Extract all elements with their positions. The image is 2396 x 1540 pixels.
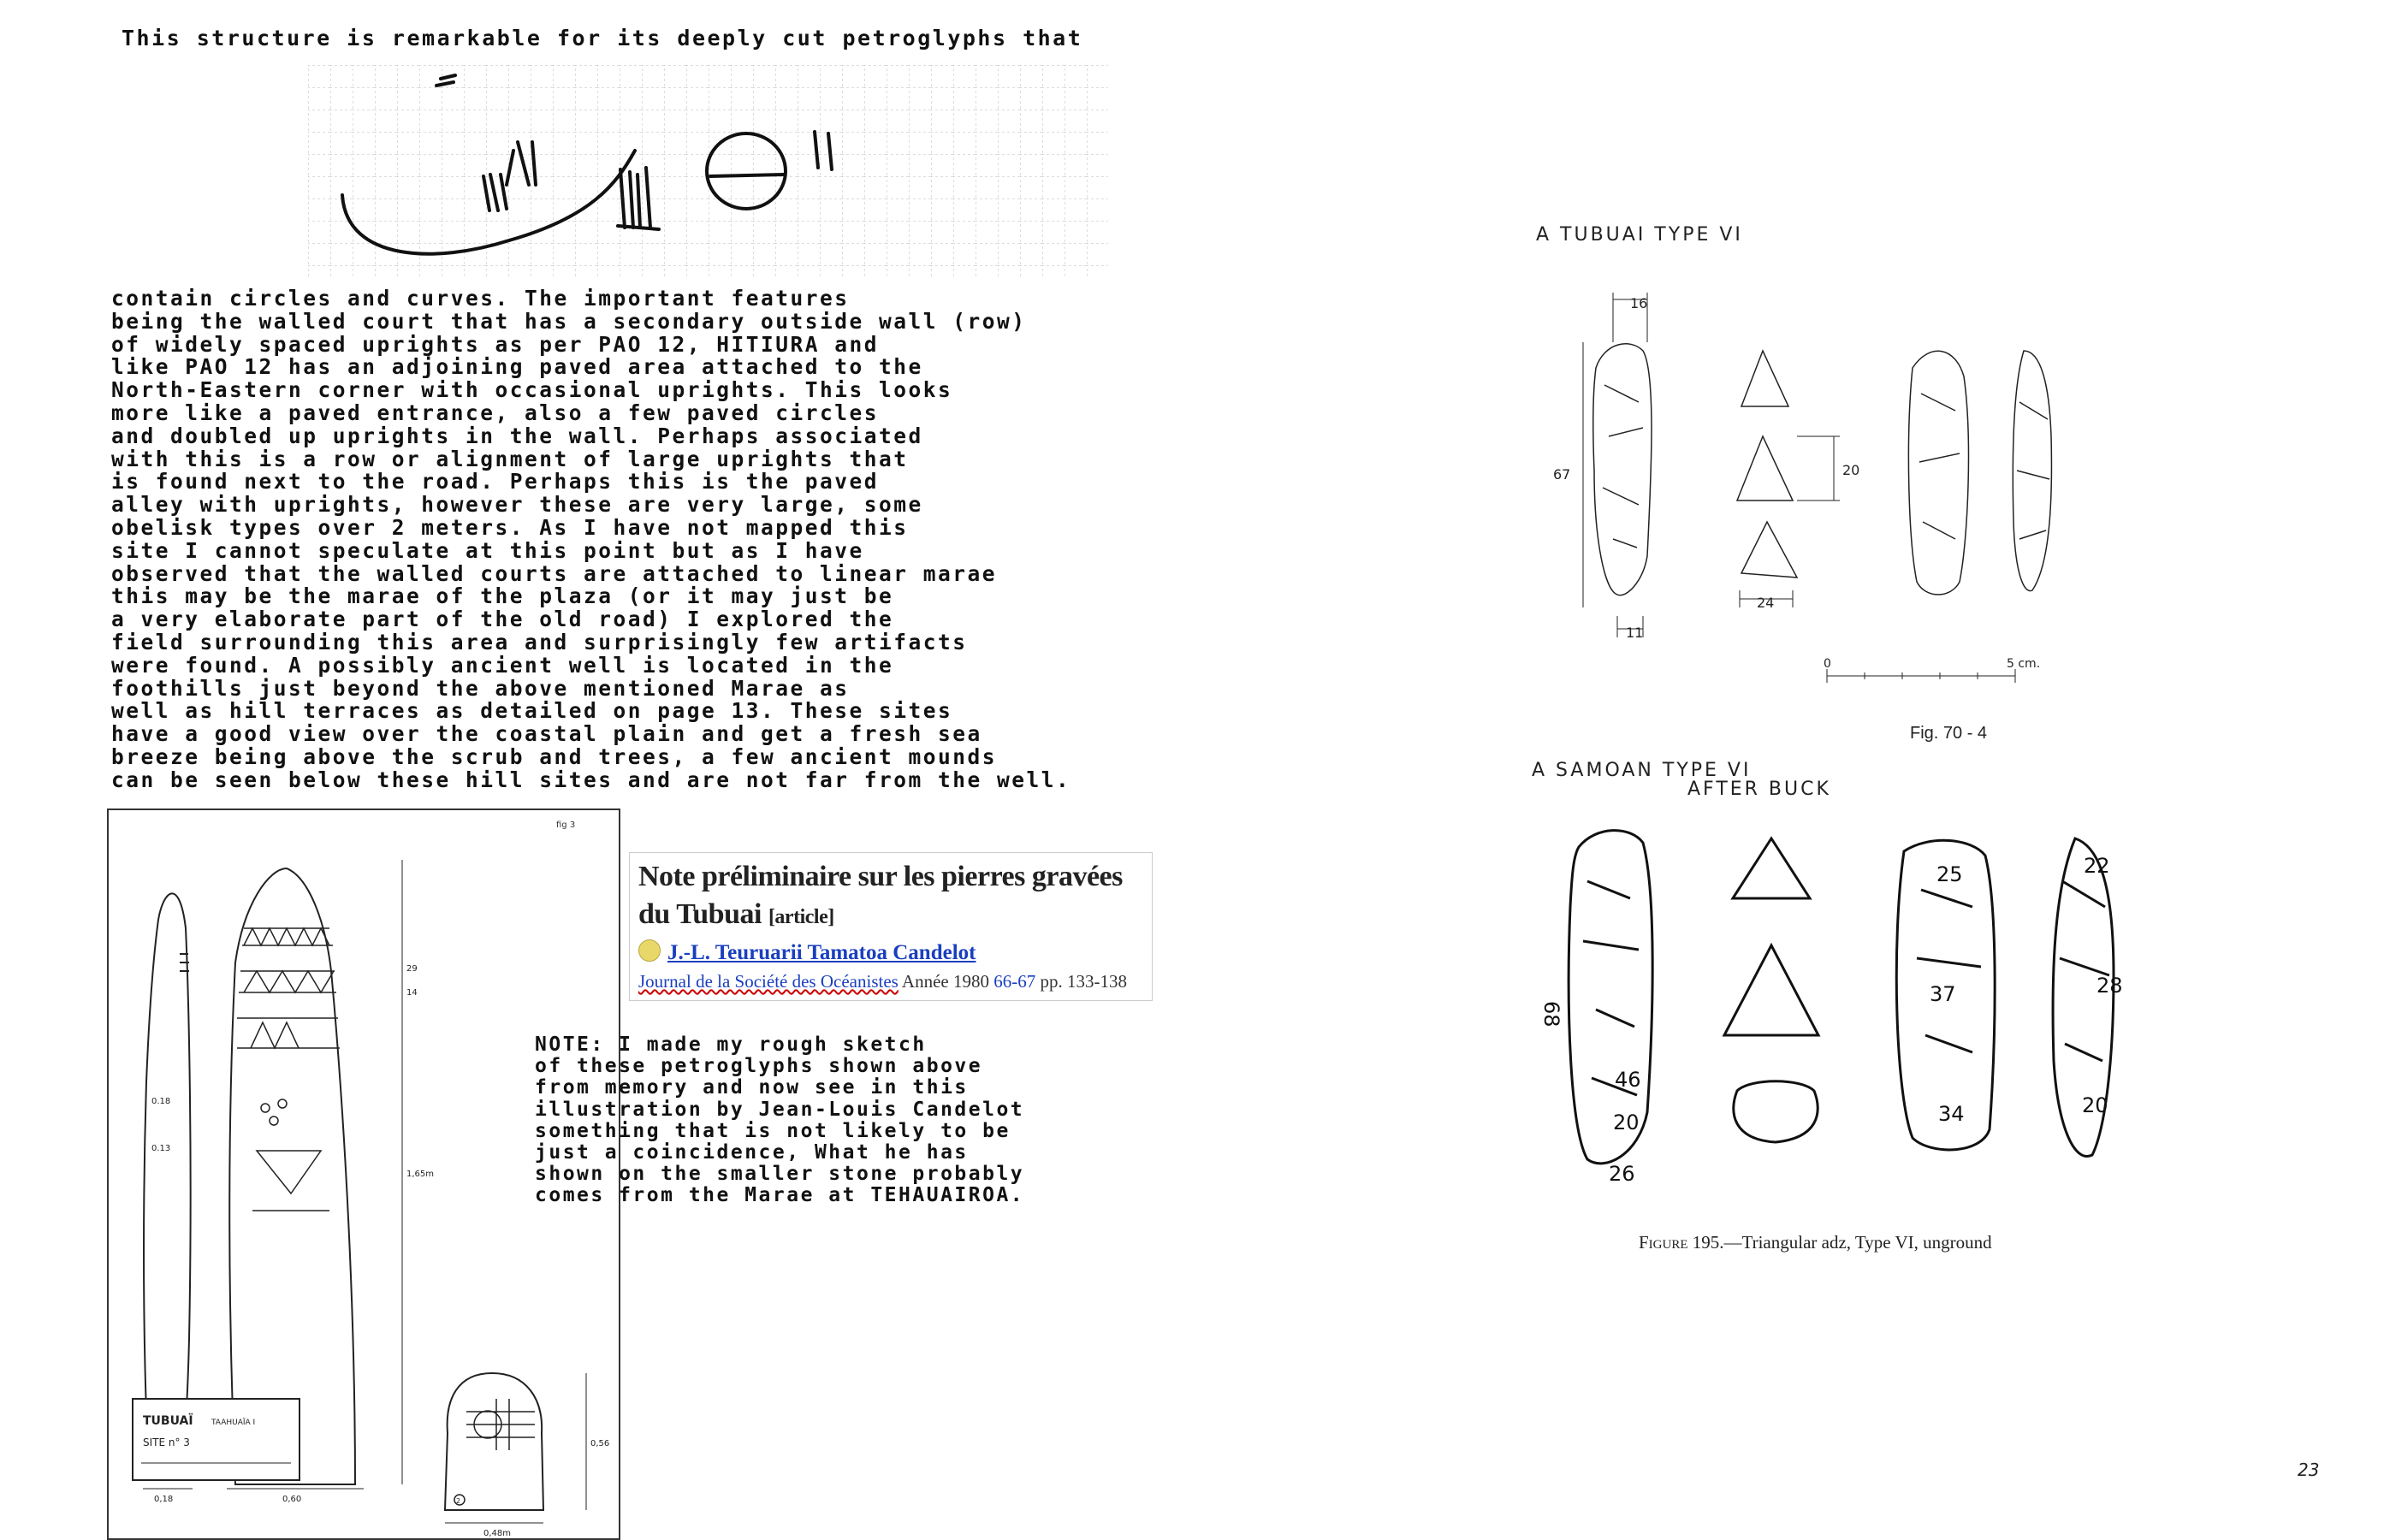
samoan-num-25: 25 [1936, 862, 1963, 886]
journal-link[interactable]: Journal de la Société des Océanistes [638, 971, 898, 992]
samoan-num-37: 37 [1930, 982, 1956, 1006]
article-tag: [article] [768, 906, 834, 928]
issue-link[interactable]: 66-67 [993, 971, 1036, 992]
article-journal-line [638, 971, 1127, 992]
fig3-label: fig 3 [556, 820, 576, 830]
small-stone-height: 0,56 [590, 1439, 610, 1448]
author-avatar-icon [638, 939, 661, 962]
figure-195-adzes [1527, 753, 2123, 1266]
site-box-title: TUBUAÏ [143, 1414, 193, 1428]
samoan-num-28: 28 [2096, 974, 2123, 998]
article-year: Année 1980 [901, 971, 989, 992]
figure-195-caption-prefix: Figure 195 [1639, 1232, 1720, 1253]
samoan-num-20a: 20 [1613, 1111, 1640, 1134]
samoan-num-22: 22 [2084, 854, 2110, 878]
samoan-num-20b: 20 [2082, 1093, 2108, 1117]
body-paragraph: contain circles and curves. The important features being the walled court that has a secondary outside wall (row) of widely spaced uprights as per PAO 12, HITIURA and like PAO 12 has an adjoining paved area attached to the North-Eastern corner with occasional uprights. This looks more like a paved entrance, also a few paved circles and doubled up uprights in the wall. Perhaps associated with this is a row or alignment of large uprights that is found next to the road. Perhaps this is the paved alley with uprights, however these are very large, some obelisk types over 2 meters. As I have not mapped this site I cannot speculate at this point but as I have observed that the walled courts are attached to linear marae this may be the marae of the plaza (or it may just be a very elaborate part of the old road) I explored the field surrounding this area and surprisingly few artifacts were found. A possibly ancient well is located in the foothills just beyond the above mentioned Marae as well as hill terraces as detailed on page 13. These sites have a good view over the coastal plain and get a fresh sea breeze being above the scrub and trees, a few ancient mounds can be seen below these hill sites and are not far from the well. [111, 286, 1071, 792]
scale-mark-29: 29 [406, 964, 418, 974]
small-stone-width: 0,48m [483, 1529, 512, 1538]
samoan-num-46: 46 [1615, 1068, 1641, 1092]
tubuai-type-label: A TUBUAI TYPE VI [1536, 224, 1743, 246]
petroglyph-sketch [308, 65, 1108, 279]
dim-left-1: 0.18 [151, 1097, 171, 1106]
figure-70-4-adzes [1536, 214, 2067, 702]
note-paragraph: NOTE: I made my rough sketch of these petroglyphs shown above from memory and now see in this illustration by Jean-Louis Candelot something that is not likely to be just a coincidence, What he has shown on the smaller stone probably comes from the Marae at TEHAUAIROA. [535, 1034, 1025, 1207]
article-author-name: J.-L. Teuruarii Tamatoa Candelot [667, 941, 976, 964]
dim-bottom: 11 [1626, 625, 1644, 641]
article-author-link[interactable] [638, 939, 976, 965]
dim-mid-width: 24 [1757, 595, 1775, 611]
samoan-num-68: 68 [1539, 1001, 1563, 1028]
samoan-num-34: 34 [1938, 1102, 1965, 1126]
dim-width: 0,60 [282, 1495, 302, 1504]
dim-top: 16 [1630, 295, 1648, 311]
site-box-subtitle: TAAHUAÏA I [211, 1419, 256, 1427]
dim-mid-height: 20 [1842, 462, 1860, 478]
dim-height-67: 67 [1553, 466, 1571, 483]
scale-start: 0 [1824, 657, 1831, 671]
samoan-num-26: 26 [1609, 1162, 1635, 1186]
article-reference [629, 852, 1153, 1001]
scale-end: 5 cm. [2007, 657, 2041, 671]
figure-195-caption-text: .—Triangular adz, Type VI, unground [1719, 1232, 1992, 1253]
stone-marker-2: 2 [456, 1497, 461, 1505]
after-buck-label: AFTER BUCK [1687, 779, 1831, 800]
samoan-type-label: A SAMOAN TYPE VI [1532, 760, 1752, 781]
intro-line: This structure is remarkable for its deeply cut petroglyphs that [122, 26, 1083, 50]
figure-70-4-caption: Fig. 70 - 4 [1910, 724, 1988, 743]
scale-mark-14: 14 [406, 988, 418, 998]
article-title-text: Note préliminaire sur les pierres gravées du Tubuai [638, 861, 1123, 930]
figure-195-caption [1639, 1232, 1992, 1253]
dim-height: 1,65m [406, 1170, 435, 1179]
article-title [638, 858, 1143, 936]
article-pages: pp. 133-138 [1040, 971, 1127, 992]
page-number: 23 [2298, 1460, 2320, 1480]
dim-left-2: 0.13 [151, 1144, 171, 1153]
dim-left-3: 0,18 [154, 1495, 174, 1504]
site-box-site: SITE n° 3 [143, 1436, 190, 1448]
